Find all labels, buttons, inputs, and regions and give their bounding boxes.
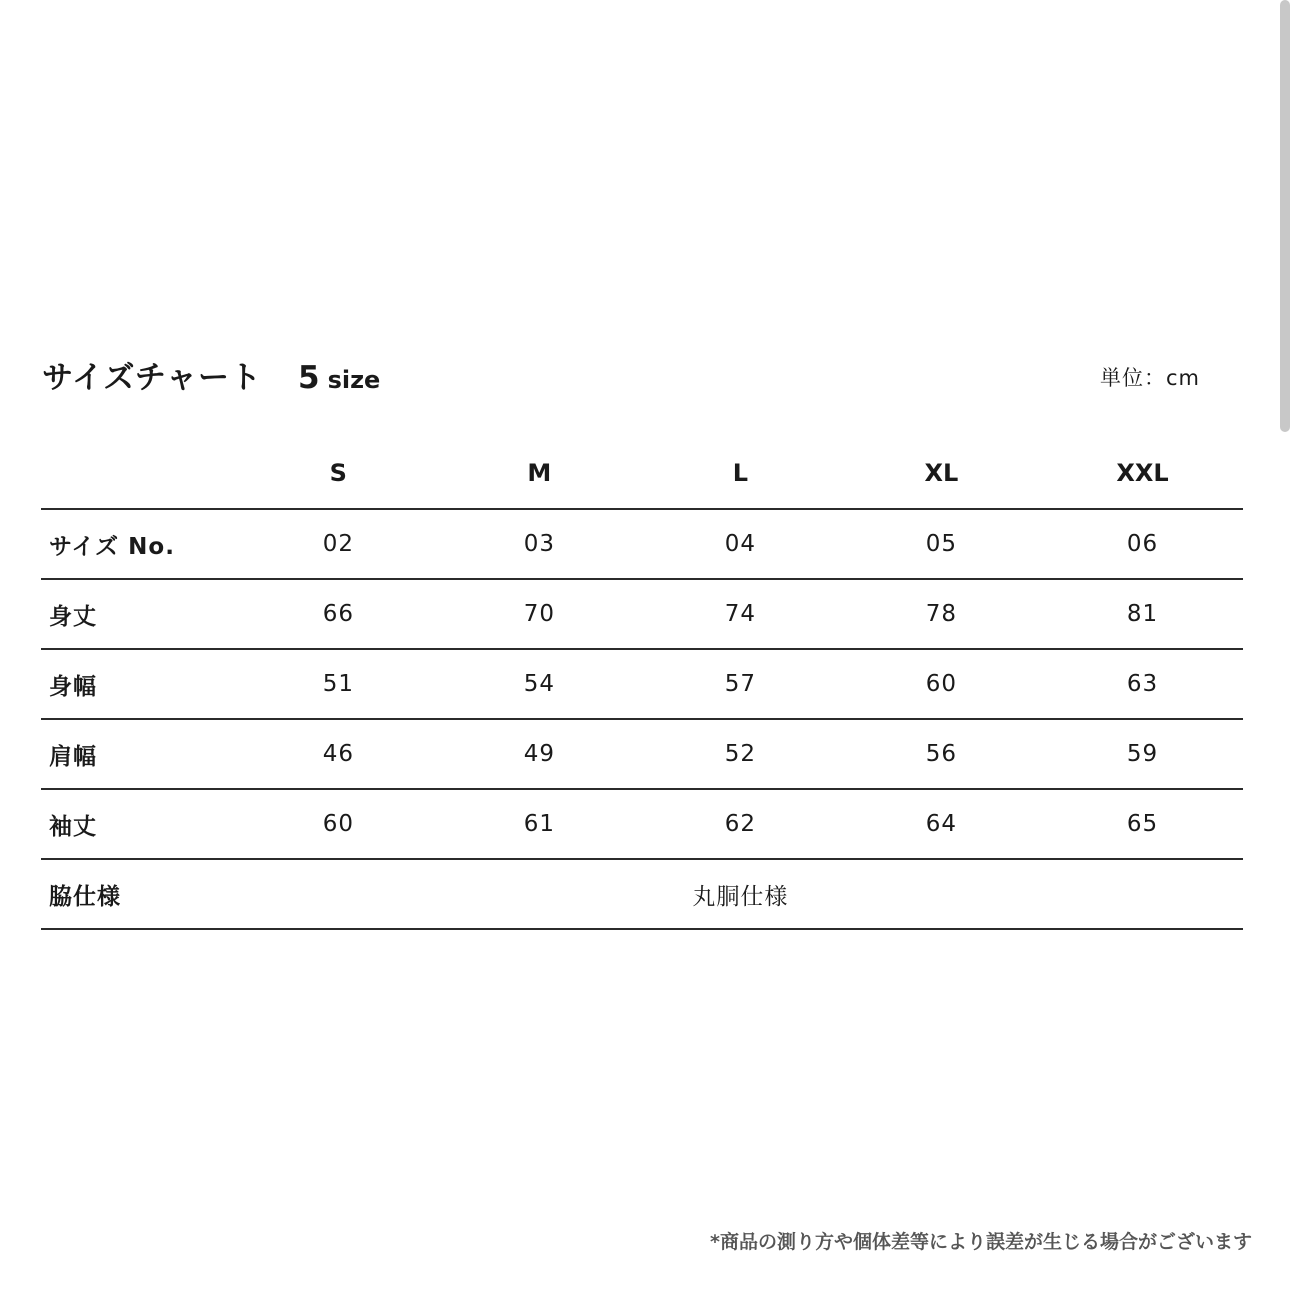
table-cell: 57 xyxy=(640,649,841,719)
table-row xyxy=(41,579,1243,649)
table-cell: 05 xyxy=(841,509,1042,579)
size-header: XL xyxy=(841,438,1042,509)
table-header-row xyxy=(41,438,1243,509)
row-label: 肩幅 xyxy=(41,719,238,789)
table-row xyxy=(41,719,1243,789)
table-cell: 64 xyxy=(841,789,1042,859)
table-cell: 70 xyxy=(439,579,640,649)
table-cell: 02 xyxy=(238,509,439,579)
table-row xyxy=(41,509,1243,579)
table-cell: 78 xyxy=(841,579,1042,649)
table-cell: 66 xyxy=(238,579,439,649)
table-cell: 49 xyxy=(439,719,640,789)
unit-label: 単位：cm xyxy=(1099,366,1200,390)
table-cell: 61 xyxy=(439,789,640,859)
table-cell: 03 xyxy=(439,509,640,579)
table-cell: 04 xyxy=(640,509,841,579)
table-cell: 46 xyxy=(238,719,439,789)
table-cell: 74 xyxy=(640,579,841,649)
size-header: M xyxy=(439,438,640,509)
table-row xyxy=(41,789,1243,859)
size-header: XXL xyxy=(1042,438,1243,509)
table-cell: 63 xyxy=(1042,649,1243,719)
page-title xyxy=(42,352,380,396)
size-count: 5 xyxy=(297,360,320,396)
row-label: サイズ No. xyxy=(41,509,238,579)
table-row-side-spec xyxy=(41,859,1243,929)
header-blank-cell xyxy=(41,438,238,509)
table-cell: 81 xyxy=(1042,579,1243,649)
table-cell: 51 xyxy=(238,649,439,719)
table-cell: 65 xyxy=(1042,789,1243,859)
row-label: 身幅 xyxy=(41,649,238,719)
row-label: 袖丈 xyxy=(41,789,238,859)
table-cell: 59 xyxy=(1042,719,1243,789)
row-label: 脇仕様 xyxy=(41,859,238,929)
size-count-unit: size xyxy=(327,366,381,394)
side-spec-value: 丸胴仕様 xyxy=(238,859,1243,929)
table-cell: 60 xyxy=(841,649,1042,719)
table-cell: 54 xyxy=(439,649,640,719)
table-cell: 06 xyxy=(1042,509,1243,579)
scrollbar[interactable] xyxy=(1280,0,1290,432)
table-cell: 60 xyxy=(238,789,439,859)
size-header: L xyxy=(640,438,841,509)
size-chart-table xyxy=(41,438,1243,930)
table-row xyxy=(41,649,1243,719)
row-label: 身丈 xyxy=(41,579,238,649)
table-cell: 56 xyxy=(841,719,1042,789)
title-text: サイズチャート xyxy=(42,360,262,396)
size-header: S xyxy=(238,438,439,509)
table-cell: 52 xyxy=(640,719,841,789)
measurement-note: *商品の測り方や個体差等により誤差が生じる場合がございます xyxy=(710,1231,1252,1253)
table-cell: 62 xyxy=(640,789,841,859)
